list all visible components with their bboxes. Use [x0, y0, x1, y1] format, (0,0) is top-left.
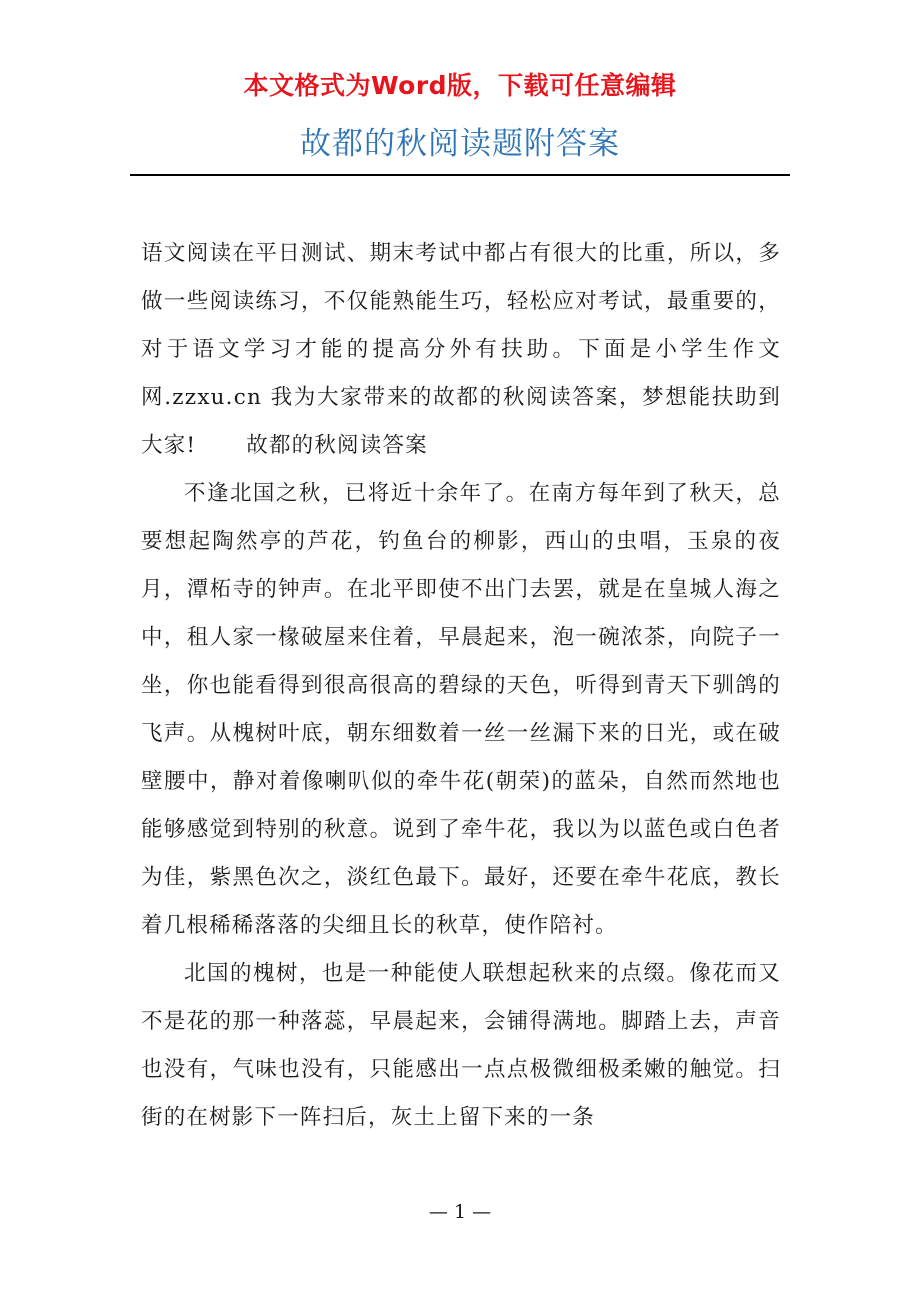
page-title: 故都的秋阅读题附答案 [300, 126, 620, 162]
paragraph-1: 不逢北国之秋，已将近十余年了。在南方每年到了秋天，总要想起陶然亭的芦花，钓鱼台的柳影，西山的虫唱，玉泉的夜月，潭柘寺的钟声。在北平即使不出门去罢，就是在皇城人海之中，租人家一椽破屋来住着，早晨起来，泡一碗浓茶，向院子一坐，你也能看得到很高很高的碧绿的天色，听得到青天下驯鸽的飞声。从槐树叶底，朝东细数着一丝一丝漏下来的日光，或在破壁腰中，静对着像喇叭似的牵牛花(朝荣)的蓝朵，自然而然地也能够感觉到特别的秋意。说到了牵牛花，我以为以蓝色或白色者为佳，紫黑色次之，淡红色最下。最好，还要在牵牛花底，教长着几根稀稀落落的尖细且长的秋草，使作陪衬。 [141, 481, 781, 938]
title-divider [130, 174, 790, 176]
page-number: — 1 — [428, 1201, 492, 1223]
format-banner: 本文格式为Word版，下载可任意编辑 [243, 71, 677, 100]
intro-text: 语文阅读在平日测试、期末考试中都占有很大的比重，所以，多做一些阅读练习，不仅能熟能生巧，轻松应对考试，最重要的，对于语文学习才能的提高分外有扶助。下面是小学生作文网.zzxu.cn 我为大家带来的故都的秋阅读答案，梦想能扶助到大家! [141, 241, 781, 458]
section-heading: 故都的秋阅读答案 [246, 433, 428, 458]
article-body [141, 230, 781, 1142]
intro-paragraph [141, 230, 781, 470]
paragraph-2: 北国的槐树，也是一种能使人联想起秋来的点缀。像花而又不是花的那一种落蕊，早晨起来，会铺得满地。脚踏上去，声音也没有，气味也没有，只能感出一点点极微细极柔嫩的触觉。扫街的在树影下一阵扫后，灰土上留下来的一条 [141, 961, 781, 1130]
